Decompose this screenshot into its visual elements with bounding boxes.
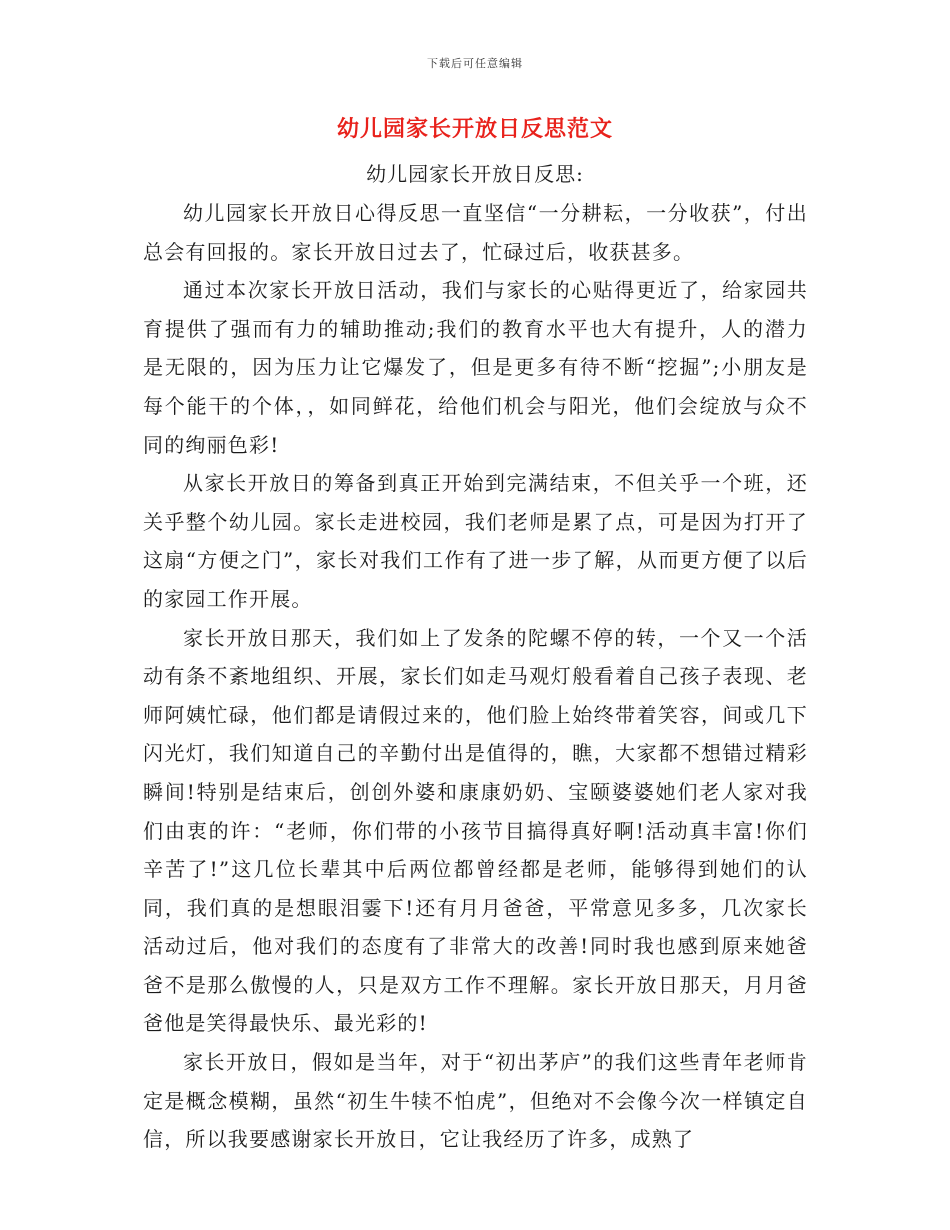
document-title: 幼儿园家长开放日反思范文 [336,117,613,142]
paragraph-5: 家长开放日，假如是当年，对于“初出茅庐”的我们这些青年老师肯定是概念模糊，虽然“初生牛犊不怕虎”，但绝对不会像今次一样镇定自信，所以我要感谢家长开放日，它让我经历了许多，成熟了 [143,1050,808,1152]
paragraph-1: 幼儿园家长开放日心得反思一直坚信“一分耕耘，一分收获”，付出总会有回报的。家长开放日过去了，忙碌过后，收获甚多。 [143,201,808,264]
paragraph-3: 从家长开放日的筹备到真正开始到完满结束，不但关乎一个班，还关乎整个幼儿园。家长走进校园，我们老师是累了点，可是因为打开了这扇“方便之门”，家长对我们工作有了进一步了解，从而更方便了以后的家园工作开展。 [143,471,808,611]
header-note: 下载后可任意编辑 [427,57,523,70]
document-body [143,194,808,1159]
paragraph-2: 通过本次家长开放日活动，我们与家长的心贴得更近了，给家园共育提供了强而有力的辅助推动;我们的教育水平也大有提升，人的潜力是无限的，因为压力让它爆发了，但是更多有待不断“挖掘”;小朋友是每个能干的个体，，如同鲜花，给他们机会与阳光，他们会绽放与众不同的绚丽色彩! [143,278,808,457]
paragraph-4: 家长开放日那天，我们如上了发条的陀螺不停的转，一个又一个活动有条不紊地组织、开展，家长们如走马观灯般看着自己孩子表现、老师阿姨忙碌，他们都是请假过来的，他们脸上始终带着笑容，间或几下闪光灯，我们知道自己的辛勤付出是值得的，瞧，大家都不想错过精彩瞬间!特别是结束后，创创外婆和康康奶奶、宝颐婆婆她们老人家对我们由衷的许：“老师，你们带的小孩节目搞得真好啊!活动真丰富!你们辛苦了!”这几位长辈其中后两位都曾经都是老师，能够得到她们的认同，我们真的是想眼泪霎下!还有月月爸爸，平常意见多多，几次家长活动过后，他对我们的态度有了非常大的改善!同时我也感到原来她爸爸不是那么傲慢的人，只是双方工作不理解。家长开放日那天，月月爸爸他是笑得最快乐、最光彩的! [143,625,808,1036]
document-subtitle: 幼儿园家长开放日反思: [366,162,584,186]
